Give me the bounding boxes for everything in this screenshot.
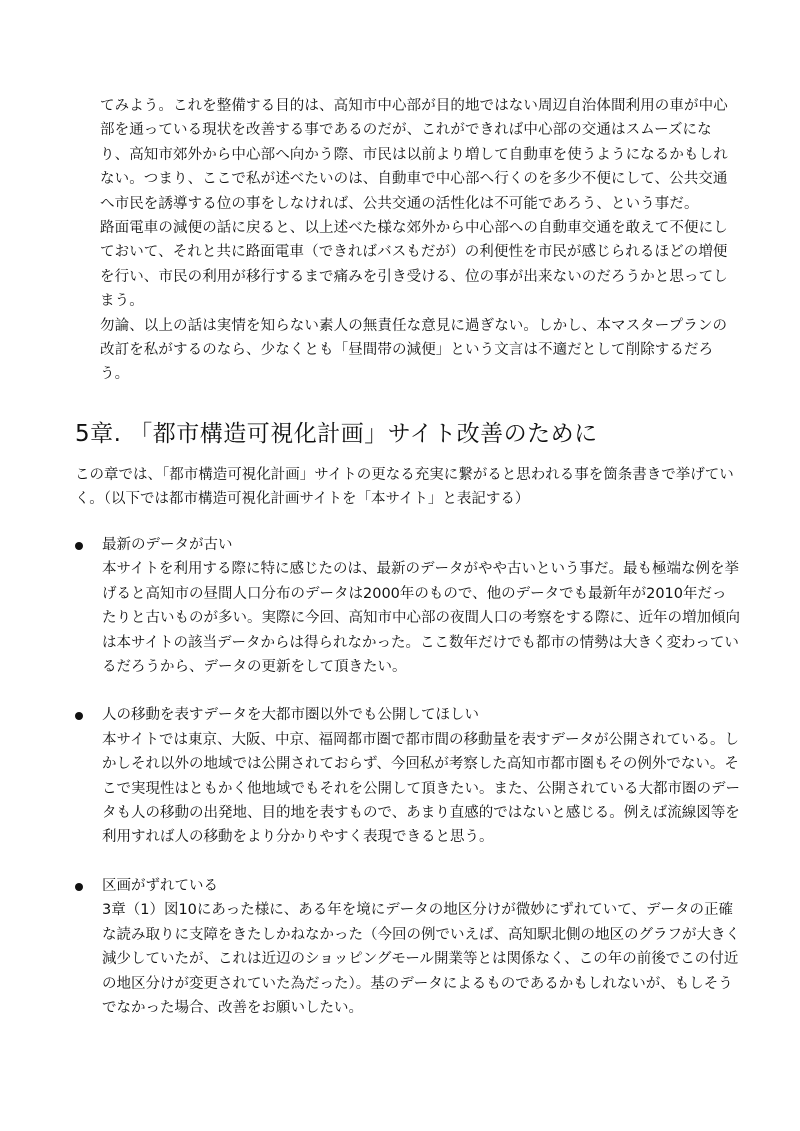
- list-item-heading: 最新のデータが古い: [102, 537, 233, 553]
- list-item: [75, 533, 740, 679]
- list-item: [75, 874, 740, 1020]
- improvement-list: [75, 533, 740, 1044]
- bullet-icon: [75, 712, 83, 720]
- intro-paragraph: てみよう。これを整備する目的は、高知市中心部が目的地ではない周辺自治体間利用の車が中心部を通っている現状を改善する事であるのだが、これができれば中心部の交通はスムーズになり、高知市郊外から中心部へ向かう際、市民は以前より増して自動車を使うようになるかもしれない。つまり、ここで私が述べたいのは、自動車で中心部へ行くのを多少不便にして、公共交通へ市民を誘導する位の事をしなければ、公共交通の活性化は不可能であろう、という事だ。: [100, 98, 728, 212]
- intro-section: [100, 94, 730, 387]
- chapter-title: 5章. 「都市構造可視化計画」サイト改善のために: [75, 421, 598, 447]
- list-item-body: 本サイトでは東京、大阪、中京、福岡都市圏で都市間の移動量を表すデータが公開されている。しかしそれ以外の地域では公開されておらず、今回私が考察した高知市都市圏もその例外でない。そこで実現性はともかく他地域でもそれを公開して頂きたい。また、公開されている大都市圏のデータも人の移動の出発地、目的地を表すもので、あまり直感的ではないと感じる。例えば流線図等を利用すれば人の移動をより分かりやすく表現できると思う。: [102, 731, 740, 846]
- list-item-heading: 人の移動を表すデータを大都市圏以外でも公開してほしい: [102, 707, 479, 724]
- list-item-heading: 区画がずれている: [102, 877, 218, 894]
- list-item: [75, 703, 740, 849]
- intro-paragraph: 勿論、以上の話は実情を知らない素人の無責任な意見に過ぎない。しかし、本マスタープランの改訂を私がするのなら、少なくとも「昼間帯の減便」という文言は不適だとして削除するだろう。: [100, 317, 728, 383]
- bullet-icon: [75, 883, 83, 891]
- list-item-body: 本サイトを利用する際に特に感じたのは、最新のデータがやや古いという事だ。最も極端な例を挙げると高知市の昼間人口分布のデータは2000年のもので、他のデータでも最新年が2010年だったりと古いものが多い。実際に今回、高知市中心部の夜間人口の考察をする際に、近年の増加傾向は本サイトの該当データからは得られなかった。ここ数年だけでも都市の情勢は大きく変わっているだろうから、データの更新をして頂きたい。: [102, 561, 740, 676]
- bullet-icon: [75, 542, 83, 550]
- intro-paragraph: 路面電車の減便の話に戻ると、以上述べた様な郊外から中心部への自動車交通を敢えて不便にしておいて、それと共に路面電車（できればバスもだが）の利便性を市民が感じられるほどの増便を行い、市民の利用が移行するまで痛みを引き受ける、位の事が出来ないのだろうかと思ってしまう。: [100, 220, 728, 310]
- list-item-body: 3章（1）図10にあった様に、ある年を境にデータの地区分けが微妙にずれていて、データの正確な読み取りに支障をきたしかねなかった（今回の例でいえば、高知駅北側の地区のグラフが大きく減少していたが、これは近辺のショッピングモール開業等とは関係なく、この年の前後でこの付近の地区分けが変更されていた為だった）。基のデータによるものであるかもしれないが、もしそうでなかった場合、改善をお願いしたい。: [102, 902, 740, 1016]
- chapter-lead: この章では、「都市構造可視化計画」サイトの更なる充実に繋がると思われる事を箇条書きで挙げていく。（以下では都市構造可視化計画サイトを「本サイト」と表記する）: [75, 467, 734, 508]
